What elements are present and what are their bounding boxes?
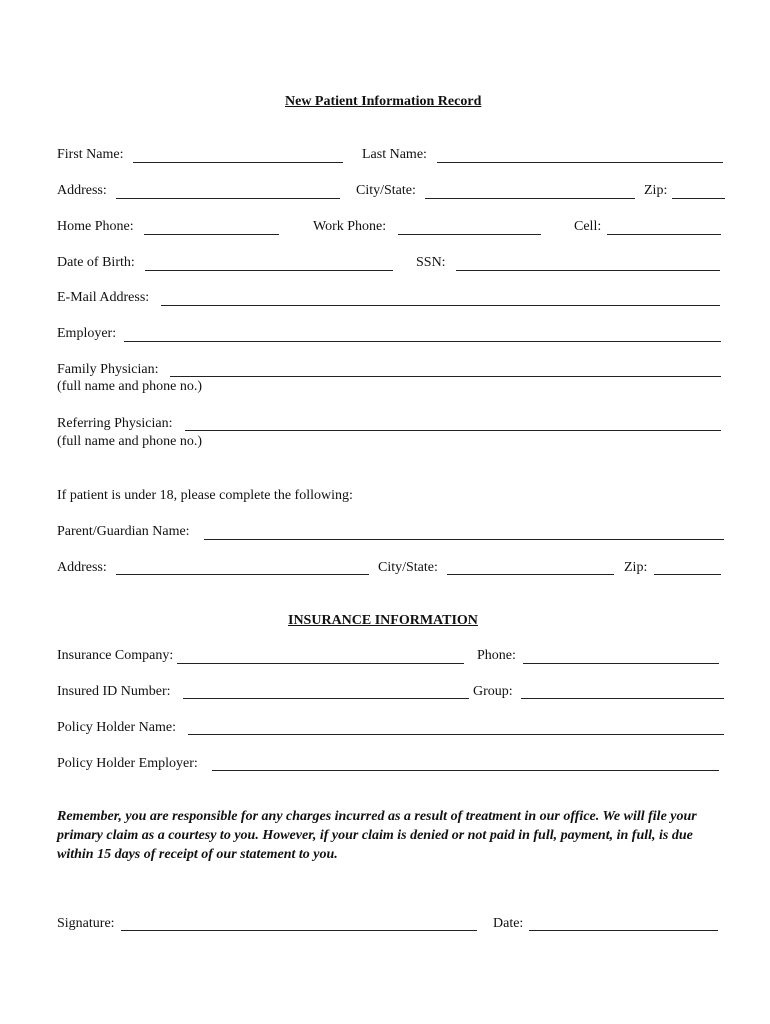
work-phone-label: Work Phone: [313,219,387,234]
insurance-heading: INSURANCE INFORMATION [288,613,478,628]
city-state-label: City/State: [356,183,416,198]
insurance-company-field[interactable] [177,663,464,664]
email-field[interactable] [161,305,720,306]
city-state-field[interactable] [425,198,635,199]
referring-physician-note: (full name and phone no.) [57,434,203,449]
guardian-name-label: Parent/Guardian Name: [57,524,190,539]
last-name-field[interactable] [437,162,723,163]
family-physician-label: Family Physician: [57,362,159,377]
insured-id-field[interactable] [183,698,469,699]
first-name-label: First Name: [57,147,124,162]
zip-field[interactable] [672,198,725,199]
home-phone-field[interactable] [144,234,279,235]
signature-field[interactable] [121,930,477,931]
payment-notice: Remember, you are responsible for any charges incurred as a result of treatment in our office. We will file your primary claim as a courtesy to you. However, if your claim is denied or not paid in full, payment, in full, is due within 15 days of receipt of our statement to you. [57,809,697,862]
guardian-name-field[interactable] [204,539,724,540]
guardian-city-state-label: City/State: [378,560,438,575]
cell-label: Cell: [574,219,602,234]
last-name-label: Last Name: [362,147,427,162]
referring-physician-label: Referring Physician: [57,416,173,431]
page-title: New Patient Information Record [285,94,482,109]
insurance-phone-field[interactable] [523,663,719,664]
signature-label: Signature: [57,916,115,931]
guardian-address-label: Address: [57,560,107,575]
insurance-company-label: Insurance Company: [57,648,174,663]
guardian-zip-field[interactable] [654,574,721,575]
address-label: Address: [57,183,107,198]
policy-holder-employer-field[interactable] [212,770,719,771]
insurance-phone-label: Phone: [477,648,516,663]
cell-field[interactable] [607,234,721,235]
email-label: E-Mail Address: [57,290,150,305]
address-field[interactable] [116,198,340,199]
date-field[interactable] [529,930,718,931]
group-field[interactable] [521,698,724,699]
family-physician-note: (full name and phone no.) [57,379,203,394]
guardian-city-state-field[interactable] [447,574,614,575]
minor-intro: If patient is under 18, please complete the following: [57,488,353,503]
guardian-zip-label: Zip: [624,560,648,575]
policy-holder-employer-label: Policy Holder Employer: [57,756,198,771]
employer-label: Employer: [57,326,117,341]
insured-id-label: Insured ID Number: [57,684,171,699]
first-name-field[interactable] [133,162,343,163]
dob-field[interactable] [145,270,393,271]
employer-field[interactable] [124,341,721,342]
zip-label: Zip: [644,183,668,198]
family-physician-field[interactable] [170,376,721,377]
referring-physician-field[interactable] [185,430,721,431]
home-phone-label: Home Phone: [57,219,134,234]
work-phone-field[interactable] [398,234,541,235]
policy-holder-name-field[interactable] [188,734,724,735]
guardian-address-field[interactable] [116,574,369,575]
ssn-label: SSN: [416,255,446,270]
date-label: Date: [493,916,524,931]
ssn-field[interactable] [456,270,720,271]
dob-label: Date of Birth: [57,255,135,270]
policy-holder-name-label: Policy Holder Name: [57,720,176,735]
group-label: Group: [473,684,513,699]
